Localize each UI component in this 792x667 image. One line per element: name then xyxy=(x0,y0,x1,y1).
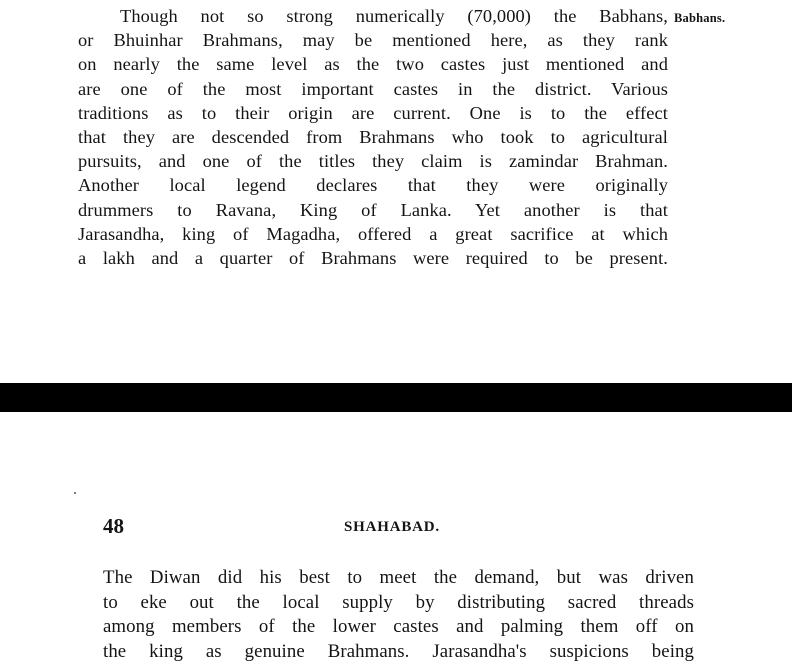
text-line: pursuits, and one of the titles they claim is zamindar Brahman. xyxy=(78,151,668,172)
running-head: SHAHABAD. xyxy=(344,519,440,535)
text-line: that they are descended from Brahmans who took to agricultural xyxy=(78,126,668,147)
text-line: traditions as to their origin are current. One is to the effect xyxy=(78,102,668,123)
text-line: a lakh and a quarter of Brahmans were required to be present. xyxy=(78,247,668,268)
text-line: among members of the lower castes and palming them off on xyxy=(103,616,694,638)
scan-speck xyxy=(74,492,76,494)
text-line: Though not so strong numerically (70,000) the Babhans, xyxy=(120,6,668,26)
margin-note: Babhans. xyxy=(674,11,726,25)
lower-page-paragraph xyxy=(103,566,694,664)
text-line: Jarasandha, king of Magadha, offered a great sacrifice at which xyxy=(78,223,668,244)
page-separator-bar xyxy=(0,383,792,412)
text-line: to eke out the local supply by distributing sacred threads xyxy=(103,591,694,613)
text-line: or Bhuinhar Brahmans, may be mentioned here, as they rank xyxy=(78,30,668,51)
text-line: drummers to Ravana, King of Lanka. Yet another is that xyxy=(78,199,668,220)
page-number: 48 xyxy=(103,514,124,538)
upper-page-paragraph xyxy=(78,4,668,270)
text-line: on nearly the same level as the two castes just mentioned and xyxy=(78,54,668,75)
text-line: are one of the most important castes in the district. Various xyxy=(78,78,668,99)
text-line: The Diwan did his best to meet the demand, but was driven xyxy=(103,567,694,588)
text-line: the king as genuine Brahmans. Jarasandha's suspicions being xyxy=(103,640,694,662)
text-line: Another local legend declares that they were originally xyxy=(78,175,668,196)
